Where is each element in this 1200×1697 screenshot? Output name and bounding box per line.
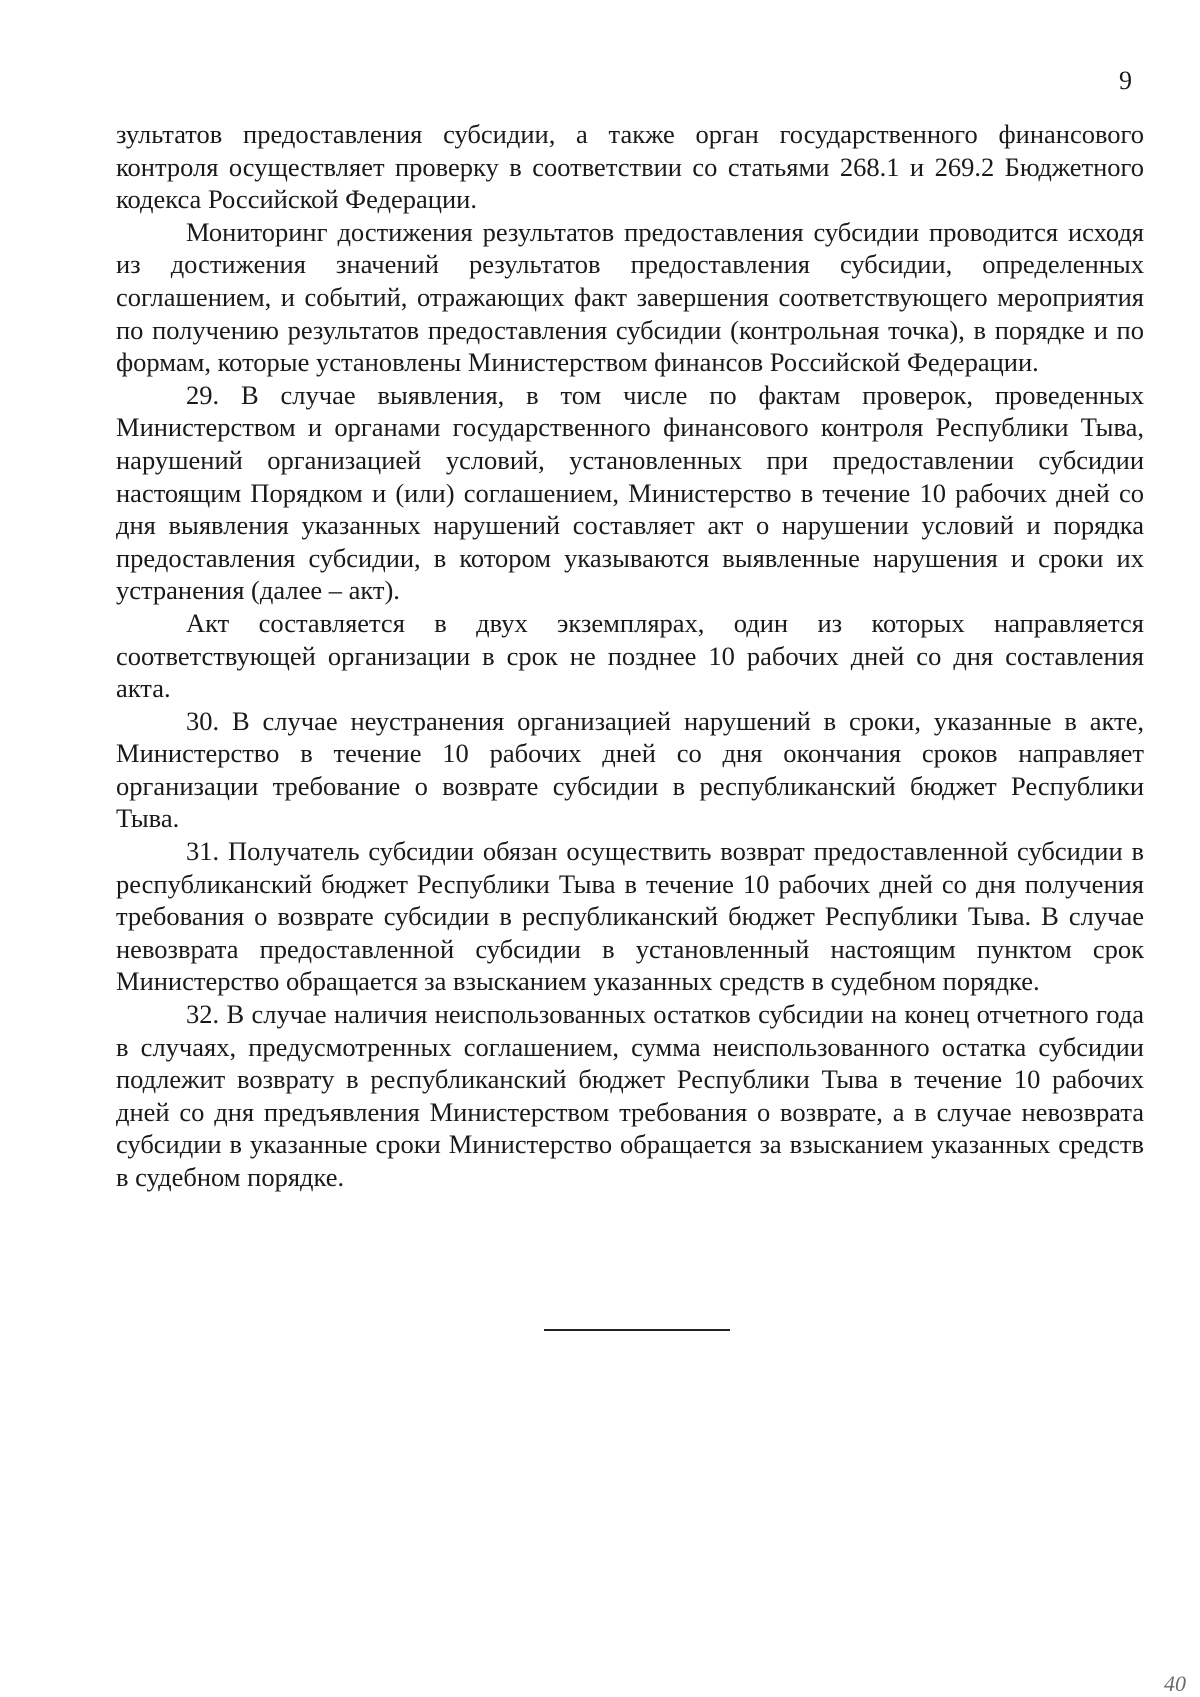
paragraph-monitoring: Мониторинг достижения результатов предоставления субсидии проводится исходя из достижения значений результатов предоставления субсидии, определенных соглашением, и событий, отражающих факт завершения соответствующего мероприятия по получению результатов предоставления субсидии (контрольная точка), в порядке и по формам, которые установлены Министерством финансов Российской Федерации.	[116, 216, 1144, 378]
paragraph-29: 29. В случае выявления, в том числе по фактам проверок, проведенных Министерством и органами государственного финансового контроля Республики Тыва, нарушений организацией условий, установленных при предоставлении субсидии настоящим Порядком и (или) соглашением, Министерство в течение 10 рабочих дней со дня выявления указанных нарушений составляет акт о нарушении условий и порядка предоставления субсидии, в котором указываются выявленные нарушения и сроки их устранения (далее – акт).	[116, 379, 1144, 606]
page-number: 9	[1119, 66, 1132, 95]
paragraph-31: 31. Получатель субсидии обязан осуществить возврат предоставленной субсидии в республиканский бюджет Республики Тыва в течение 10 рабочих дней со дня получения требования о возврате субсидии в республиканский бюджет Республики Тыва. В случае невозврата предоставленной субсидии в установленный настоящим пунктом срок Министерство обращается за взысканием указанных средств в судебном порядке.	[116, 836, 1144, 997]
handwritten-sheet-number: 40	[1164, 1671, 1186, 1696]
paragraph-continuation: зультатов предоставления субсидии, а также орган государственного финансового контроля осуществляет проверку в соответствии со статьями 268.1 и 269.2 Бюджетного кодекса Российской Федерации.	[116, 119, 1144, 215]
paragraph-act: Акт составляется в двух экземплярах, один из которых направляется соответствующей организации в срок не позднее 10 рабочих дней со дня составления акта.	[116, 607, 1144, 704]
paragraph-30: 30. В случае неустранения организацией нарушений в сроки, указанные в акте, Министерство в течение 10 рабочих дней со дня окончания сроков направляет организации требование о возврате субсидии в республиканский бюджет Республики Тыва.	[116, 705, 1144, 834]
paragraph-32: 32. В случае наличия неиспользованных остатков субсидии на конец отчетного года в случаях, предусмотренных соглашением, сумма неиспользованного остатка субсидии подлежит возврату в республиканский бюджет Республики Тыва в течение 10 рабочих дней со дня предъявления Министерством требования о возврате, а в случае невозврата субсидии в указанные сроки Министерство обращается за взысканием указанных средств в судебном порядке.	[116, 999, 1144, 1192]
document-body	[116, 118, 1144, 1194]
end-of-document-rule	[544, 1329, 730, 1331]
